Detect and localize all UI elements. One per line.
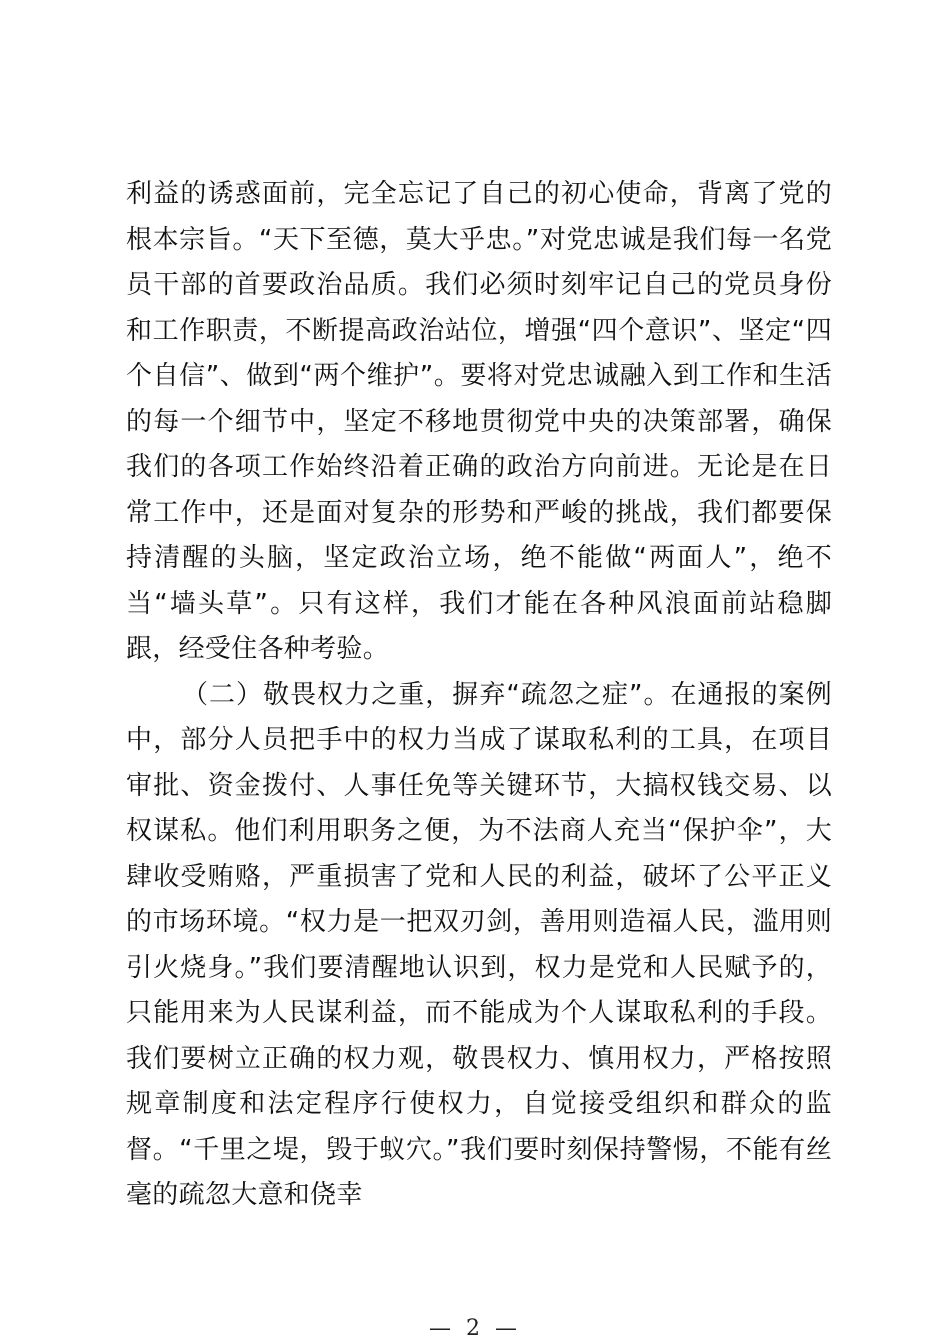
- paragraph-continued: 利益的诱惑面前，完全忘记了自己的初心使命，背离了党的根本宗旨。“天下至德，莫大乎忠。”对党忠诚是我们每一名党员干部的首要政治品质。我们必须时刻牢记自己的党员身份和工作职责，不断提高政治站位，增强“四个意识”、坚定“四个自信”、做到“两个维护”。要将对党忠诚融入到工作和生活的每一个细节中，坚定不移地贯彻党中央的决策部署，确保我们的各项工作始终沿着正确的政治方向前进。无论是在日常工作中，还是面对复杂的形势和严峻的挑战，我们都要保持清醒的头脑，坚定政治立场，绝不能做“两面人”，绝不当“墙头草”。只有这样，我们才能在各种风浪面前站稳脚跟，经受住各种考验。: [126, 179, 832, 664]
- body-text: [126, 172, 832, 1219]
- page-number: — 2 —: [429, 1316, 521, 1341]
- paragraph-section-two: （二）敬畏权力之重，摒弃“疏忽之症”。在通报的案例中，部分人员把手中的权力当成了谋取私利的工具，在项目审批、资金拨付、人事任免等关键环节，大搞权钱交易、以权谋私。他们利用职务之便，为不法商人充当“保护伞”，大肆收受贿赂，严重损害了党和人民的利益，破坏了公平正义的市场环境。“权力是一把双刃剑，善用则造福人民，滥用则引火烧身。”我们要清醒地认识到，权力是党和人民赋予的，只能用来为人民谋利益，而不能成为个人谋取私利的手段。我们要树立正确的权力观，敬畏权力、慎用权力，严格按照规章制度和法定程序行使权力，自觉接受组织和群众的监督。“千里之堤，毁于蚁穴。”我们要时刻保持警惕，不能有丝毫的疏忽大意和侥幸: [126, 679, 832, 1210]
